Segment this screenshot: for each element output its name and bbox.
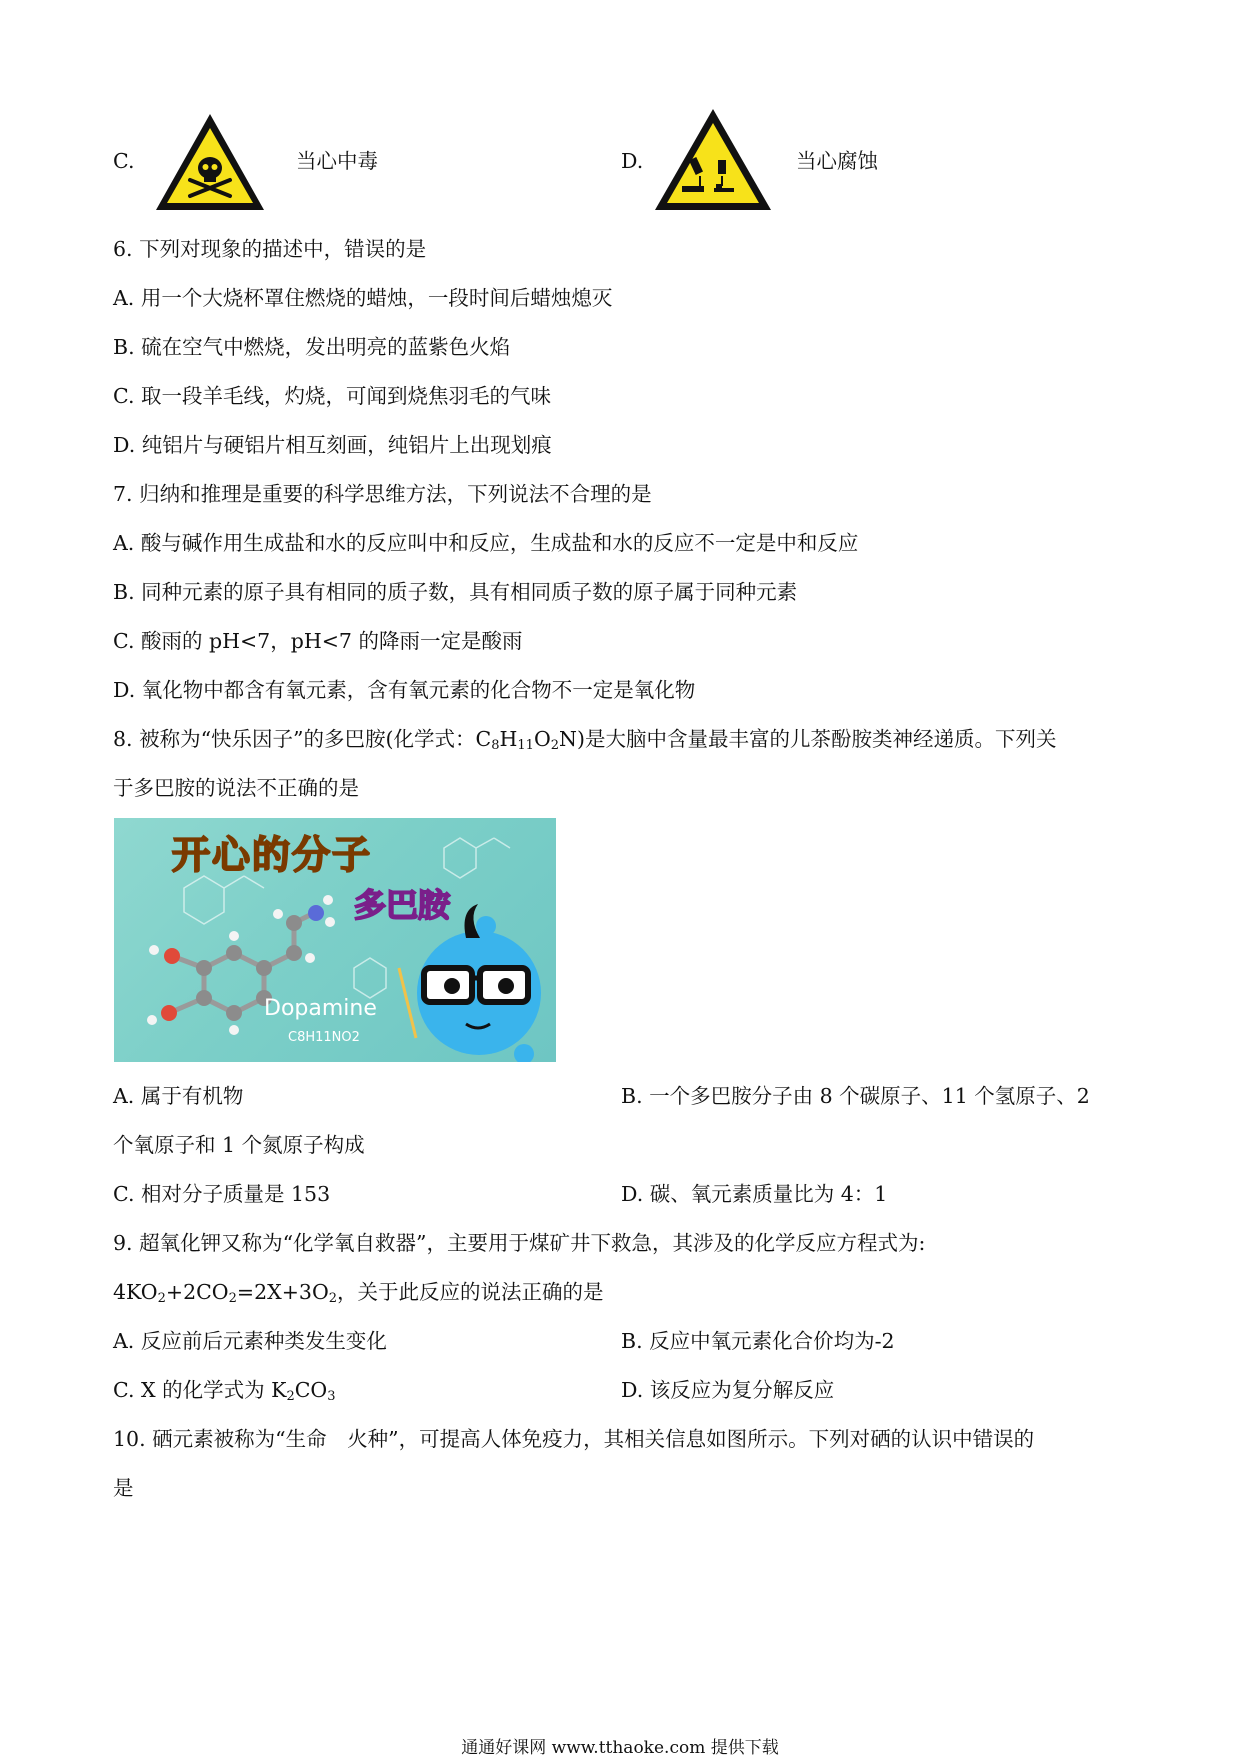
q6-option-d: D. 纯铝片与硬铝片相互刻画，纯铝片上出现划痕 xyxy=(113,433,552,457)
q6-stem: 6. 下列对现象的描述中，错误的是 xyxy=(113,237,427,261)
sign-label-poison: 当心中毒 xyxy=(296,149,378,173)
q9-stem: 9. 超氧化钾又称为“化学氧自救器”，主要用于煤矿井下救急，其涉及的化学反应方程式为: xyxy=(113,1231,926,1255)
q7-option-d: D. 氧化物中都含有氧元素，含有氧元素的化合物不一定是氧化物 xyxy=(113,678,696,702)
q7-option-a: A. 酸与碱作用生成盐和水的反应叫中和反应，生成盐和水的反应不一定是中和反应 xyxy=(113,531,859,555)
q9-option-b: B. 反应中氧元素化合价均为-2 xyxy=(621,1329,895,1353)
q8-option-b-cont: 个氧原子和 1 个氮原子构成 xyxy=(113,1133,365,1157)
figure-title: 开心的分子 xyxy=(172,833,373,877)
q7-stem: 7. 归纳和推理是重要的科学思维方法，下列说法不合理的是 xyxy=(113,482,652,506)
q7-option-c: C. 酸雨的 pH<7，pH<7 的降雨一定是酸雨 xyxy=(113,629,523,653)
q8-stem: 8. 被称为“快乐因子”的多巴胺(化学式：$C_8H_{11}O_2N$)是大脑中含量最丰富的儿茶酚胺类神经递质。下列关 xyxy=(113,727,1057,753)
q10-stem: 10. 硒元素被称为“生命 火种”，可提高人体免疫力，其相关信息如图所示。下列对硒的认识中错误的 xyxy=(113,1427,1035,1451)
corrosive-icon xyxy=(652,106,774,218)
option-c-letter: C. xyxy=(113,149,135,173)
q8-stem-line2: 于多巴胺的说法不正确的是 xyxy=(113,776,359,800)
dopamine-figure xyxy=(114,818,556,1062)
figure-subtitle: 多巴胺 xyxy=(354,886,451,924)
figure-dopamine-label: Dopamine xyxy=(264,996,377,1021)
q10-stem-line2: 是 xyxy=(113,1476,134,1500)
q9-option-d: D. 该反应为复分解反应 xyxy=(621,1378,835,1402)
q8-option-c: C. 相对分子质量是 153 xyxy=(113,1182,331,1206)
q8-option-d: D. 碳、氧元素质量比为 4：1 xyxy=(621,1182,888,1206)
q6-option-b: B. 硫在空气中燃烧，发出明亮的蓝紫色火焰 xyxy=(113,335,511,359)
page-footer: 通通好课网 www.tthaoke.com 提供下载 xyxy=(461,1738,779,1758)
q7-option-b: B. 同种元素的原子具有相同的质子数，具有相同质子数的原子属于同种元素 xyxy=(113,580,798,604)
q9-equation: $4KO_2+2CO_2=2X+3O_2$，关于此反应的说法正确的是 xyxy=(113,1280,604,1306)
sign-label-corrosive: 当心腐蚀 xyxy=(796,149,878,173)
q8-option-a: A. 属于有机物 xyxy=(113,1084,244,1108)
option-d-letter: D. xyxy=(621,149,644,173)
q8-option-b: B. 一个多巴胺分子由 8 个碳原子、11 个氢原子、2 xyxy=(621,1084,1090,1108)
q9-option-c: C. X 的化学式为 $K_2CO_3$ xyxy=(113,1378,336,1404)
q9-option-a: A. 反应前后元素种类发生变化 xyxy=(113,1329,387,1353)
skull-crossbones-icon xyxy=(152,110,268,218)
figure-formula: C8H11NO2 xyxy=(288,1030,360,1045)
q6-option-a: A. 用一个大烧杯罩住燃烧的蜡烛，一段时间后蜡烛熄灭 xyxy=(113,286,613,310)
q6-option-c: C. 取一段羊毛线，灼烧，可闻到烧焦羽毛的气味 xyxy=(113,384,551,408)
